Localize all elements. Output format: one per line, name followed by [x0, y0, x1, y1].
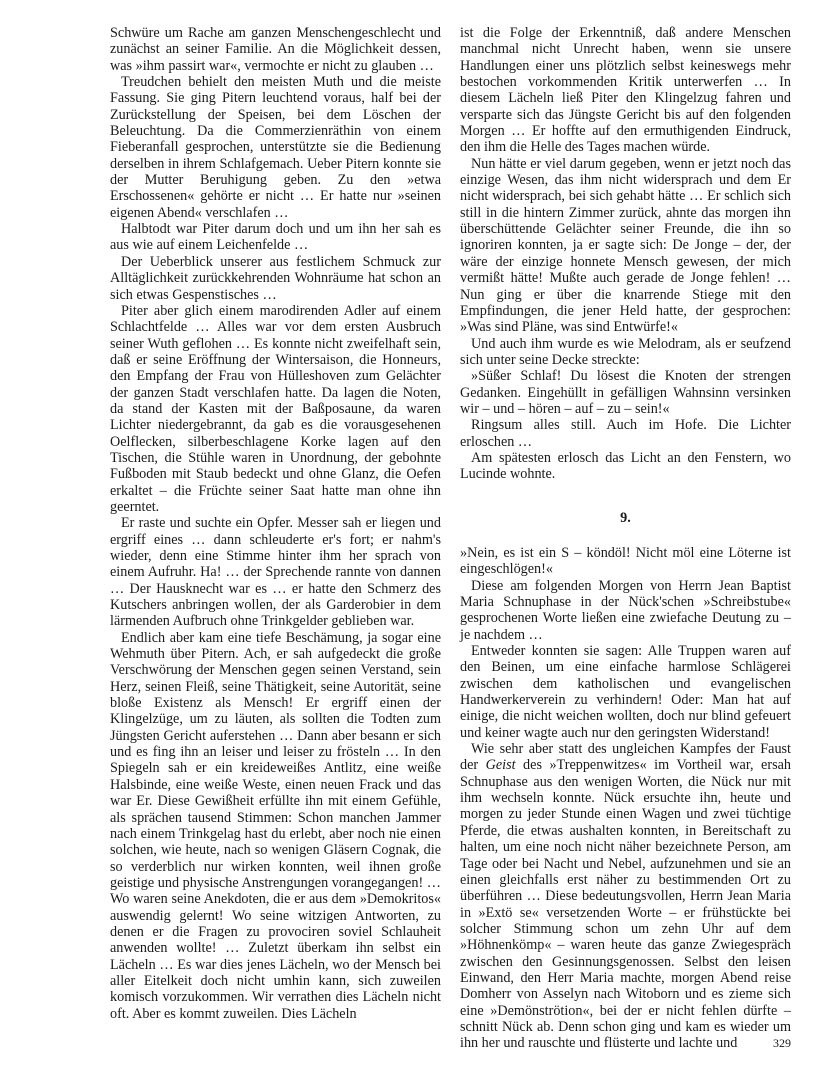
paragraph: Am spätesten erlosch das Licht an den Fenstern, wo Lucinde wohnte.	[460, 449, 791, 483]
paragraph: Und auch ihm wurde es wie Melodram, als er seufzend sich unter seine Decke streckte:	[460, 335, 791, 368]
poem-quote: »Süßer Schlaf! Du lösest die Knoten der strengen Gedanken. Eingehüllt in gefälligen Wahnsinn versinken wir – und – hören – auf – zu – sein!«	[460, 368, 791, 417]
paragraph: »Nein, es ist ein S – köndöl! Nicht möl eine Löterne ist eingeschlögen!«	[460, 544, 791, 578]
chapter-heading: 9.	[620, 509, 631, 526]
paragraph: Endlich aber kam eine tiefe Beschämung, ja sogar eine Wehmuth über Pitern. Ach, er sah aufgedeckt die große Verschwörung der Menschen gegen seinen Verstand, sein Herz, seinen Fleiß, seine Thätigkeit, seine Autorität, seine bloße Existenz als Mensch! Er ergriff einen der Klingelzüge, um zu läuten, als sollten die Todten zum Jüngsten Gericht auferstehen … Dann aber besann er sich und es fing ihn an leiser und leiser zu frösteln … In den Spiegeln sah er ein kreideweißes Antlitz, eine weiße Halsbinde, eine weiße Weste, einen neuen Frack und das war Er. Diese Gewißheit erfüllte ihn mit einem Gefühle, als sprächen tausend Stimmen: Schon manchen Jammer nach einem Trinkgelag hast du erlebt, aber noch nie einen solchen, wie heute, nach so wenigen Gläsern Cognak, die so verderblich nur wirken konnten, weil ihnen große geistige und physische Anstrengungen vorangegangen! … Wo waren seine Anekdoten, die er aus dem »Demokritos« auswendig gelernt! Wo seine witzigen Antworten, zu denen er die Fragen zu provociren soviel Schlauheit anwenden wollte! … Zuletzt überkam ihn selbst ein Lächeln … Es war dies jenes Lächeln, wo der Mensch bei aller Eitelkeit doch nicht umhin kann, sich zuweilen komisch vorzukommen. Wir verrathen dies Lächeln nicht oft. Aber es kommt zuweilen. Dies Lächeln	[110, 629, 441, 1022]
paragraph: Der Ueberblick unserer aus festlichem Schmuck zur Alltäglichkeit zurückkehrenden Wohnräume hat schon an sich etwas Gespenstisches …	[110, 253, 441, 303]
paragraph: Schwüre um Rache am ganzen Menschengeschlecht und zunächst an seiner Familie. An die Möglichkeit dessen, was »ihm passirt war«, vermochte er nicht zu glauben …	[110, 25, 441, 74]
right-column	[460, 25, 791, 1052]
paragraph: Entweder konnten sie sagen: Alle Truppen waren auf den Beinen, um eine einfache harmlose Schlägerei zwischen dem katholischen und evangelischen Handwerkerverein zu verhindern! Oder: Man hat auf einige, die nicht weichen wollten, doch nur blind gefeuert und keiner wagte auch nur den geringsten Widerstand!	[460, 643, 791, 741]
paragraph: Nun hätte er viel darum gegeben, wenn er jetzt noch das einzige Wesen, das ihm nicht widersprach und dem Er nicht widersprach, bei sich gehabt hätte … Er schlich sich still in die hintern Zimmer zurück, ahnte das morgen ihn überschüttende Gelächter seiner Freunde, die ihn so ignoriren konnten, ja er sagte sich: De Jonge – der, der wäre der einzige honnete Mensch gewesen, der mich vermißt hätte! Mußte auch gerade de Jonge fehlen! … Nun ging er über die knarrende Stiege mit den Empfindungen, die jener Held hatte, der gesprochen: »Was sind Pläne, was sind Entwürfe!«	[460, 155, 791, 336]
paragraph	[460, 741, 791, 1052]
paragraph: ist die Folge der Erkenntniß, daß andere Menschen manchmal nicht Unrecht haben, wenn sie unsere Handlungen einer uns plötzlich selbst keineswegs mehr bestochen vorkommenden Kritik unterwerfen … In diesem Lächeln ließ Piter den Klingelzug fahren und versparte sich das Jüngste Gericht bis auf den folgenden Morgen … Er hoffte auf den ermuthigenden Eindruck, den ihm die Helle des Tages machen würde.	[460, 25, 791, 156]
left-column	[110, 25, 441, 1022]
paragraph: Diese am folgenden Morgen von Herrn Jean Baptist Maria Schnuphase in der Nück'schen »Schreibstube« gesprochenen Worte ließen eine zwiefache Deutung zu – je nachdem …	[460, 577, 791, 643]
paragraph: Halbtodt war Piter darum doch und um ihn her sah es aus wie auf einem Leichenfelde …	[110, 221, 441, 254]
emphasized-word: Geist	[485, 757, 516, 774]
paragraph: Treudchen behielt den meisten Muth und die meiste Fassung. Sie ging Pitern leuchtend voraus, half bei der Zurückstellung der Speisen, bei dem Löschen der Beleuchtung. Da die Commerzienräthin von einem Fieberanfall gesprochen, unterstützte sie die Bedienung derselben in ihrem Schlafgemach. Ueber Pitern konnte sie der Mutter Beruhigung geben. Zu den »etwa Erschossenen« gehörte er nicht … Er hatte nur »seinen eigenen Abend« verschlafen …	[110, 74, 441, 221]
paragraph: Piter aber glich einem marodirenden Adler auf einem Schlachtfelde … Alles war vor dem ersten Ausbruch seiner Wuth geflohen … Es konnte nicht zweifelhaft sein, daß er seine Eröffnung der Wintersaison, die Honneurs, den Empfang der Frau von Hülleshoven zum Gelächter der ganzen Stadt verschlafen hatte. Da lagen die Noten, da stand der Kasten mit der Baßposaune, da waren Lichter niedergebrannt, da gab es die vorausgesehenen Oelflecken, silberbeschlagene Korke lagen auf den Tischen, die Stühle waren in Unordnung, der gebohnte Fußboden mit Staub bedeckt und ohne Glanz, die Oefen erkaltet – die Früchte seiner Saat hatte man ohne ihn geerntet.	[110, 302, 441, 515]
paragraph: Er raste und suchte ein Opfer. Messer sah er liegen und ergriff eines … dann schleuderte er's fort; er nahm's wieder, denn eine Stimme hinter ihm her sprach von einem Aufruhr. Ha! … der Sprechende rannte von dannen … Der Hausknecht war es … er hatte den Schmerz des Kutschers anbringen wollen, der als Garderobier in dem lärmenden Aufbruch ohne Trinkgelder geblieben war.	[110, 515, 441, 630]
paragraph: Ringsum alles still. Auch im Hofe. Die Lichter erloschen …	[460, 417, 791, 450]
text-run: des »Treppenwitzes« im Vortheil war, ersah Schnuphase aus den wenigen Worten, die Nück nur mit ihm wechseln konnte. Nück ersuchte ihn, heute und morgen zu jeder Stunde einen Wagen und zwei tüchtige Pferde, die etwas aushalten konnten, in Bereitschaft zu halten, um eine noch nicht näher bezeichnete Person, am Tage oder bei Nacht und Nebel, aufzunehmen und sie an einen gleichfalls erst näher zu bestimmenden Ort zu überführen … Diese bedeutungsvollen, Herrn Jean Maria in »Extö se« versetzenden Worte – er frühstückte bei solcher Stimmung schon um zehn Uhr auf dem »Höhnenkömp« – waren heute das ganze Zwiegespräch zwischen den Gesinnungsgenossen. Selbst den leisen Einwand, den Herr Maria machte, morgen Abend reise Domherr von Asselyn nach Witoborn und es zieme sich eine »Demönströtion«, bei der er nicht fehlen dürfte – schnitt Nück ab. Denn schon ging und kam es wieder um ihn her und rauschte und flüsterte und lachte und	[460, 757, 791, 1052]
page-number: 329	[773, 1036, 791, 1050]
text-run: Wie sehr aber statt des ungleichen Kampfes der Faust der	[460, 741, 791, 774]
